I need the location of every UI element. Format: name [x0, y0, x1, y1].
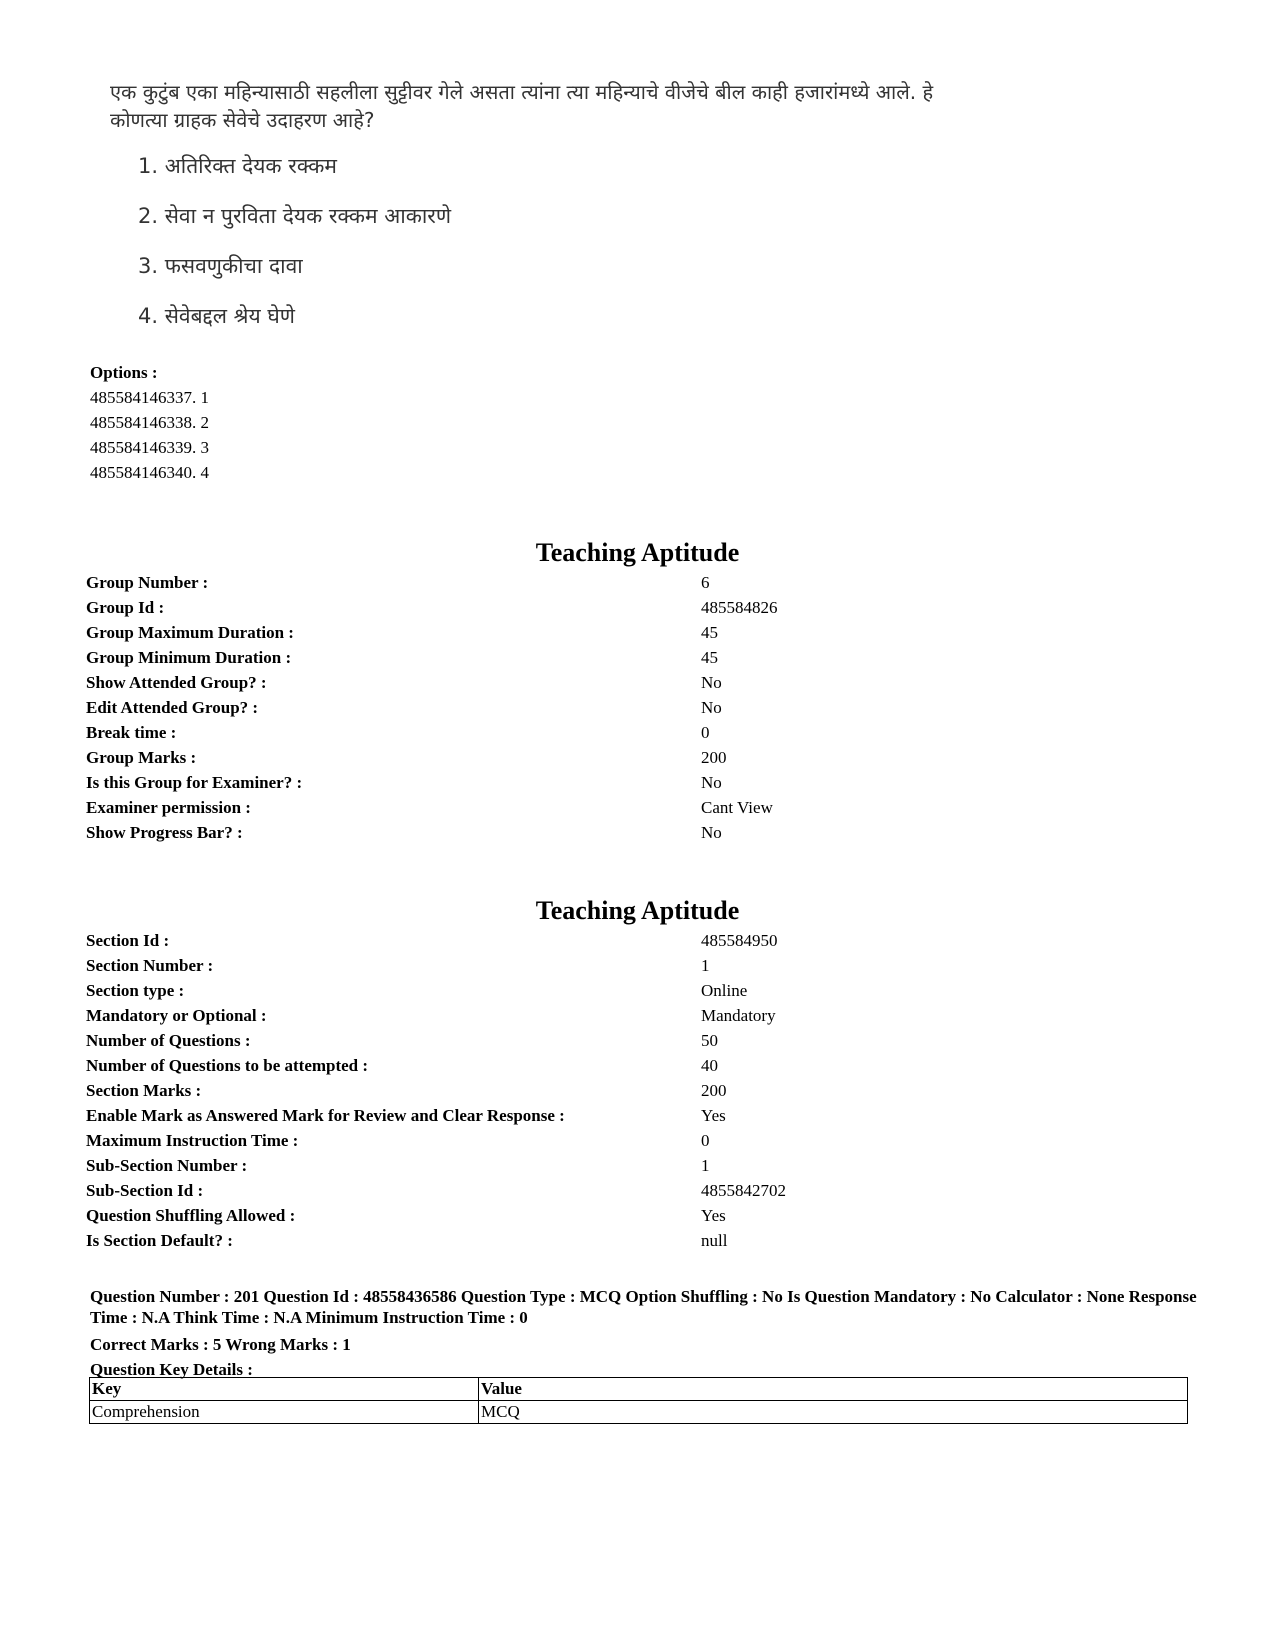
detail-key: Group Id :	[86, 598, 165, 617]
detail-key: Maximum Instruction Time :	[86, 1131, 299, 1150]
detail-key: Mandatory or Optional :	[86, 1006, 267, 1025]
detail-value: Online	[701, 981, 748, 1000]
table-header-row	[90, 1378, 1188, 1401]
detail-row	[86, 1178, 1186, 1203]
detail-row	[86, 1203, 1186, 1228]
table-cell: Comprehension	[90, 1401, 479, 1424]
section-details	[86, 928, 1186, 1253]
detail-value: 45	[701, 623, 718, 642]
detail-row	[86, 645, 1186, 670]
detail-key: Group Number :	[86, 573, 209, 592]
detail-row	[86, 595, 1186, 620]
group-details	[86, 570, 1186, 845]
detail-key: Group Marks :	[86, 748, 197, 767]
detail-key: Number of Questions to be attempted :	[86, 1056, 369, 1075]
detail-row	[86, 670, 1186, 695]
detail-key: Is this Group for Examiner? :	[86, 773, 303, 792]
table-header-key: Key	[90, 1378, 479, 1401]
detail-value: No	[701, 823, 722, 842]
detail-row	[86, 1128, 1186, 1153]
table-header-value: Value	[479, 1378, 1188, 1401]
detail-row	[86, 570, 1186, 595]
detail-row	[86, 1153, 1186, 1178]
detail-row	[86, 720, 1186, 745]
detail-value: 1	[701, 956, 710, 975]
detail-value: 0	[701, 723, 710, 742]
detail-value: 4855842702	[701, 1181, 786, 1200]
detail-key: Number of Questions :	[86, 1031, 251, 1050]
detail-row	[86, 1053, 1186, 1078]
question-choice: 3. फसवणुकीचा दावा	[138, 254, 303, 278]
detail-row	[86, 928, 1186, 953]
option-item: 485584146337. 1	[90, 388, 209, 407]
option-item: 485584146338. 2	[90, 413, 209, 432]
table-row	[90, 1401, 1188, 1424]
detail-value: No	[701, 673, 722, 692]
detail-value: Yes	[701, 1106, 726, 1125]
detail-value: 1	[701, 1156, 710, 1175]
detail-key: Break time :	[86, 723, 177, 742]
table-cell: MCQ	[479, 1401, 1188, 1424]
key-details-label: Question Key Details :	[90, 1360, 253, 1379]
options-label: Options :	[90, 363, 158, 382]
detail-row	[86, 695, 1186, 720]
option-item: 485584146340. 4	[90, 463, 209, 482]
detail-key: Enable Mark as Answered Mark for Review and Clear Response :	[86, 1106, 565, 1125]
question-choice: 4. सेवेबद्दल श्रेय घेणे	[138, 304, 295, 328]
detail-value: No	[701, 698, 722, 717]
section-title: Teaching Aptitude	[535, 896, 740, 925]
detail-value: 200	[701, 1081, 727, 1100]
detail-row	[86, 620, 1186, 645]
group-title: Teaching Aptitude	[535, 538, 740, 567]
detail-row	[86, 770, 1186, 795]
detail-key: Sub-Section Id :	[86, 1181, 204, 1200]
detail-value: Cant View	[701, 798, 773, 817]
detail-key: Section Marks :	[86, 1081, 202, 1100]
detail-value: 200	[701, 748, 727, 767]
detail-value: Mandatory	[701, 1006, 776, 1025]
detail-key: Show Attended Group? :	[86, 673, 267, 692]
detail-row	[86, 978, 1186, 1003]
detail-key: Sub-Section Number :	[86, 1156, 248, 1175]
detail-value: 0	[701, 1131, 710, 1150]
question-meta-line: Question Number : 201 Question Id : 48558436586 Question Type : MCQ Option Shuffling : No Is Question Mandatory : No Calculator : None Response Time : N.A Think Time : N.A Minimum Instruction Time : 0	[90, 1287, 1197, 1327]
detail-value: 485584826	[701, 598, 778, 617]
detail-key: Section type :	[86, 981, 185, 1000]
detail-value: 6	[701, 573, 710, 592]
detail-key: Is Section Default? :	[86, 1231, 233, 1250]
detail-row	[86, 745, 1186, 770]
key-details-table	[89, 1377, 1188, 1424]
detail-key: Question Shuffling Allowed :	[86, 1206, 296, 1225]
detail-key: Section Id :	[86, 931, 170, 950]
detail-key: Show Progress Bar? :	[86, 823, 243, 842]
detail-value: 45	[701, 648, 718, 667]
detail-key: Edit Attended Group? :	[86, 698, 259, 717]
marks-line: Correct Marks : 5 Wrong Marks : 1	[90, 1335, 351, 1354]
detail-row	[86, 1103, 1186, 1128]
detail-row	[86, 820, 1186, 845]
detail-value: 485584950	[701, 931, 778, 950]
option-item: 485584146339. 3	[90, 438, 209, 457]
question-text: एक कुटुंब एका महिन्यासाठी सहलीला सुट्टीवर गेले असता त्यांना त्या महिन्याचे वीजेचे बील काही हजारांमध्ये आले. हे कोणत्या ग्राहक सेवेचे उदाहरण आहे?	[110, 80, 934, 132]
detail-key: Section Number :	[86, 956, 214, 975]
options-block	[90, 360, 209, 485]
question-choice: 1. अतिरिक्त देयक रक्कम	[138, 154, 337, 178]
detail-row	[86, 795, 1186, 820]
detail-row	[86, 1078, 1186, 1103]
question-choices	[138, 148, 990, 348]
question-image	[110, 78, 990, 348]
question-meta	[90, 1286, 1200, 1382]
detail-row	[86, 1028, 1186, 1053]
detail-value: null	[701, 1231, 728, 1250]
detail-value: 50	[701, 1031, 718, 1050]
detail-key: Examiner permission :	[86, 798, 251, 817]
detail-key: Group Maximum Duration :	[86, 623, 294, 642]
question-choice: 2. सेवा न पुरविता देयक रक्कम आकारणे	[138, 204, 452, 228]
detail-value: Yes	[701, 1206, 726, 1225]
detail-row	[86, 1003, 1186, 1028]
detail-value: No	[701, 773, 722, 792]
detail-value: 40	[701, 1056, 718, 1075]
detail-row	[86, 1228, 1186, 1253]
detail-key: Group Minimum Duration :	[86, 648, 292, 667]
detail-row	[86, 953, 1186, 978]
